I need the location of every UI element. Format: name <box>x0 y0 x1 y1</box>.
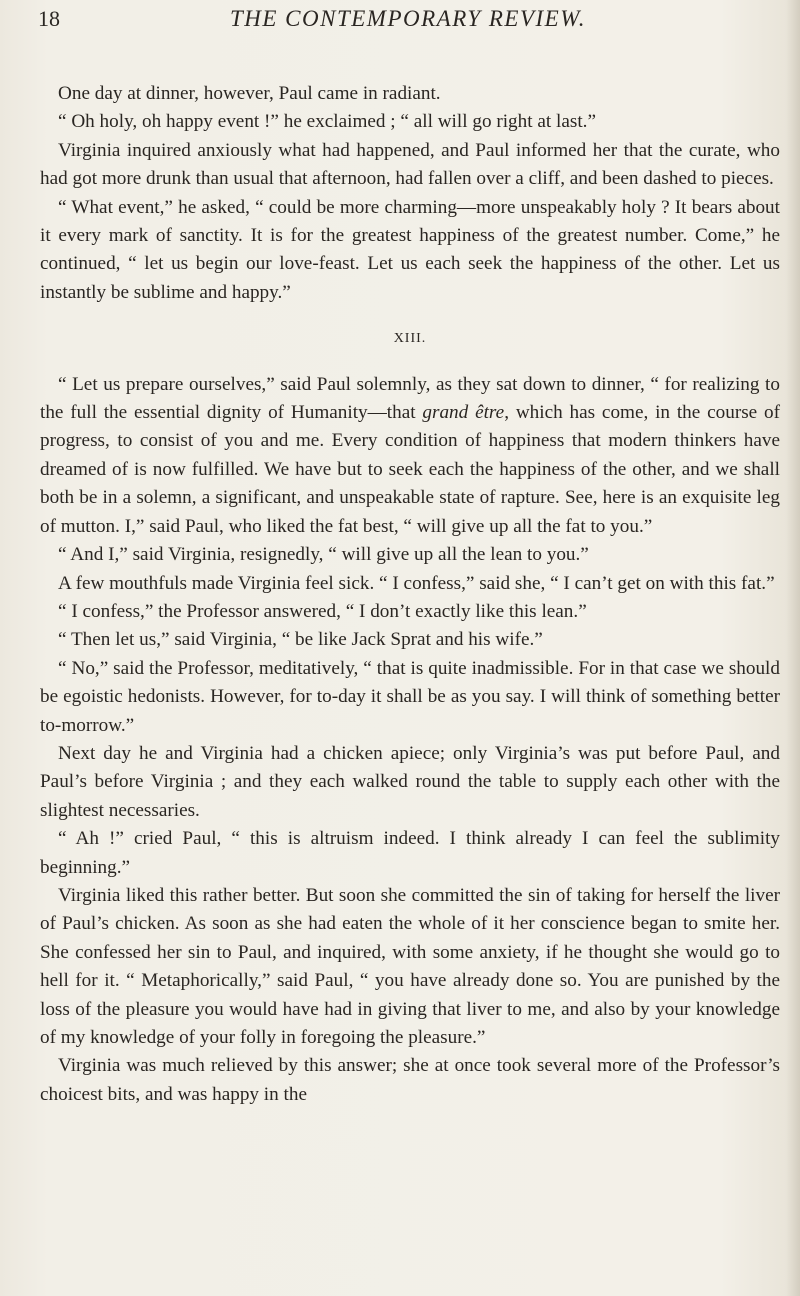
page-header <box>38 4 778 34</box>
paragraph: “ What event,” he asked, “ could be more charming—more unspeakably holy ? It bears about it every mark of sanctity. It is for the greatest happiness of the greatest number. Come,” he continued, “ let us begin our love-feast. Let us each seek the happiness of the other. Let us instantly be sublime and happy.” <box>40 196 780 303</box>
paragraph: A few mouthfuls made Virginia feel sick. “ I confess,” said she, “ I can’t get on with this fat.” <box>58 572 775 594</box>
paragraph: “ Ah !” cried Paul, “ this is altruism indeed. I think already I can feel the sublimity beginning.” <box>40 828 780 878</box>
paragraph: Virginia inquired anxiously what had happened, and Paul informed her that the curate, who had got more drunk than usual that afternoon, had fallen over a cliff, and been dashed to pieces. <box>40 139 780 190</box>
paragraph <box>40 371 780 541</box>
page-number: 18 <box>38 6 60 31</box>
paragraph: “ Oh holy, oh happy event !” he exclaimed ; “ all will go right at last.” <box>58 111 596 133</box>
paragraph: “ I confess,” the Professor answered, “ I don’t exactly like this lean.” <box>58 600 587 622</box>
page-edge-shadow <box>786 0 800 1296</box>
paragraph: Virginia was much relieved by this answer; she at once took several more of the Professor’s choicest bits, and was happy in the <box>40 1055 780 1105</box>
paragraph-text: , which has come, in the course of progress, to consist of you and me. Every condition of happiness that modern thinkers have dreamed of is now fulfilled. We have but to seek each the happiness of the other, and we shall both be in a solemn, a significant, and unspeakable state of rapture. See, here is an exquisite leg of mutton. I,” said Paul, who liked the fat best, “ will give up all the fat to you.” <box>40 402 780 537</box>
paragraph: “ And I,” said Virginia, resignedly, “ will give up all the lean to you.” <box>58 544 589 566</box>
paragraph-text: “ Let us prepare ourselves,” said Paul solemnly, as they sat down to dinner, “ for realizing to the full the essential dignity of Humanity—that <box>40 373 780 424</box>
paragraph: One day at dinner, however, Paul came in radiant. <box>58 83 441 104</box>
paragraph: “ Then let us,” said Virginia, “ be like Jack Sprat and his wife.” <box>58 629 543 651</box>
section-heading: XIII. <box>393 331 427 347</box>
italic-phrase: grand être <box>422 402 505 424</box>
body-text <box>40 80 780 1109</box>
paragraph: Next day he and Virginia had a chicken apiece; only Virginia’s was put before Paul, and Paul’s before Virginia ; and they each walked round the table to supply each other with the slightest necessaries. <box>40 742 780 821</box>
paragraph: Virginia liked this rather better. But soon she committed the sin of taking for herself the liver of Paul’s chicken. As soon as she had eaten the whole of it her conscience began to smite her. She confessed her sin to Paul, and inquired, with some anxiety, if he thought she would go to hell for it. “ Metaphorically,” said Paul, “ you have already done so. You are punished by the loss of the pleasure you would have had in giving that liver to me, and also by your knowledge of my knowledge of your folly in foregoing the pleasure.” <box>40 884 780 1048</box>
running-title: THE CONTEMPORARY REVIEW. <box>229 6 587 31</box>
paragraph: “ No,” said the Professor, meditatively, “ that is quite inadmissible. For in that case we should be egoistic hedonists. However, for to-day it shall be as you say. I will think of something better to-morrow.” <box>40 657 780 736</box>
